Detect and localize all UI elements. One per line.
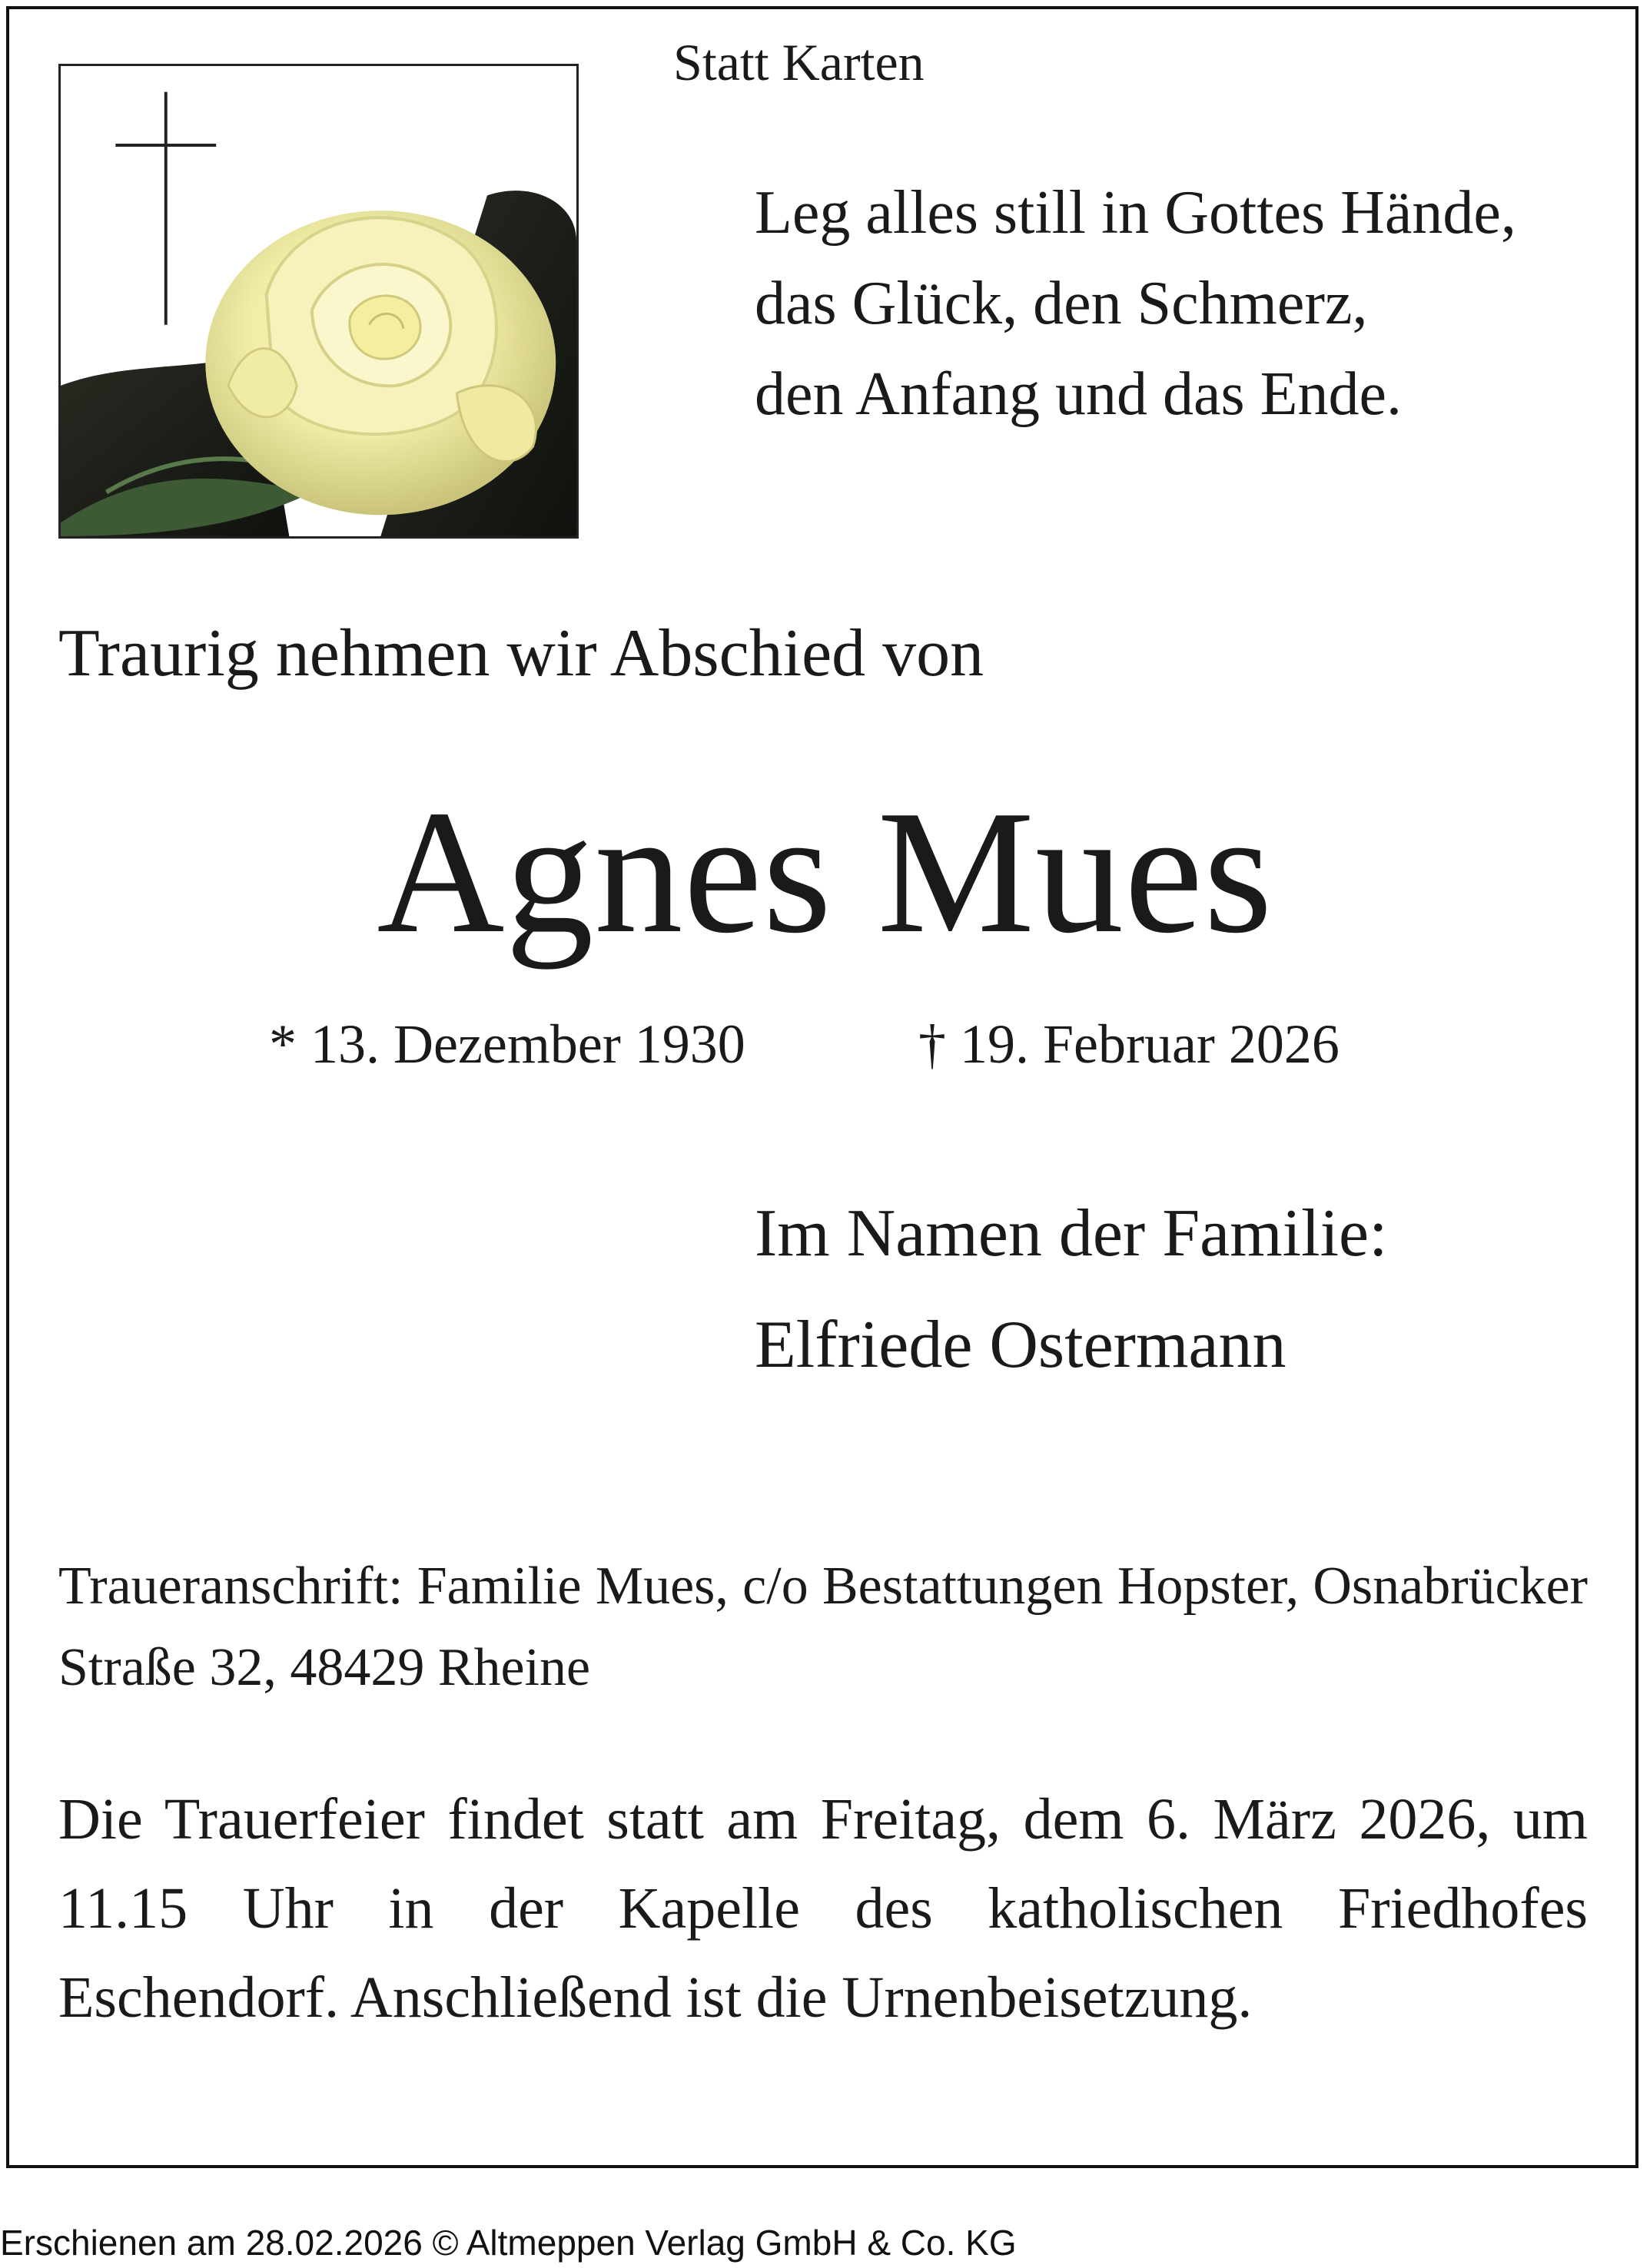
ceremony-details: Die Trauerfeier findet statt am Freitag, dem 6. März 2026, um 11.15 Uhr in der Kapelle des katholischen Friedhofes Eschendorf. Anschließend ist die Urnenbeisetzung. [58, 1787, 1588, 2030]
statt-karten-label: Statt Karten [673, 33, 925, 91]
deceased-name: Agnes Mues [377, 774, 1273, 970]
rose-with-cross-icon [61, 66, 576, 536]
farewell-intro: Traurig nehmen wir Abschied von [58, 616, 984, 691]
birth-date: * 13. Dezember 1930 [269, 1013, 745, 1075]
mourning-address: Traueranschrift: Familie Mues, c/o Bestattungen Hopster, Osnabrücker Straße 32, 48429 Rheine [58, 1557, 1588, 1697]
rose-cross-image [58, 64, 579, 539]
death-date: † 19. Februar 2026 [918, 1013, 1340, 1075]
family-name: Elfriede Ostermann [755, 1308, 1286, 1382]
family-label: Im Namen der Familie: [755, 1196, 1388, 1271]
publication-footer: Erschienen am 28.02.2026 © Altmeppen Verlag GmbH & Co. KG [0, 2223, 1017, 2263]
verse-line-2: das Glück, den Schmerz, [755, 270, 1368, 337]
verse-line-1: Leg alles still in Gottes Hände, [755, 179, 1516, 247]
verse-line-3: den Anfang und das Ende. [755, 360, 1403, 428]
